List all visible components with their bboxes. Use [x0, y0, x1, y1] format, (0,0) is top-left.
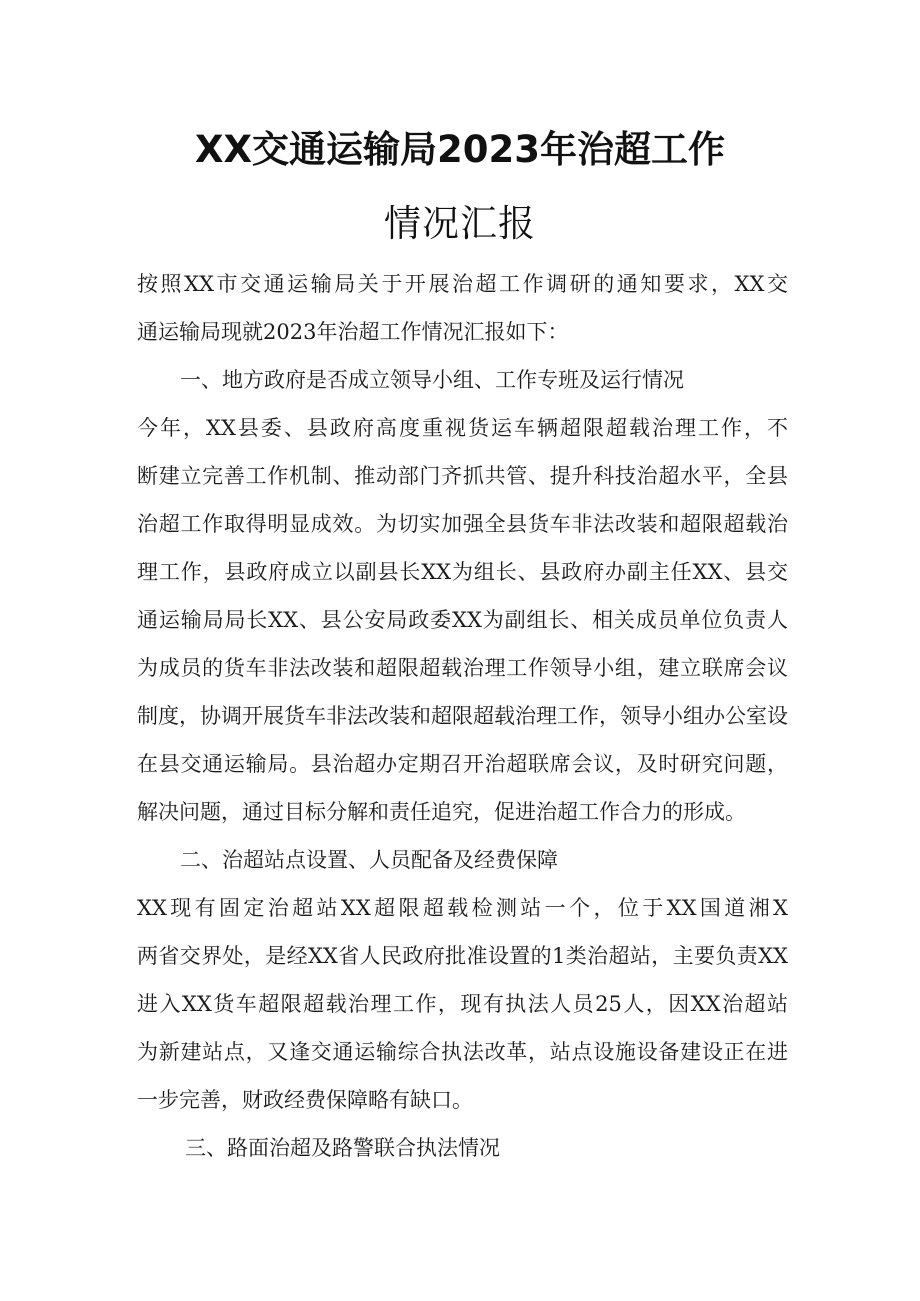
- section-1-line-6: 为成员的货车非法改装和超限超载治理工作领导小组，建立联席会议: [137, 656, 788, 680]
- section-1-line-5: 通运输局局长XX、县公安局政委XX为副组长、相关成员单位负责人: [137, 608, 788, 632]
- section-2-line-2: 两省交界处，是经XX省人民政府批准设置的1类治超站，主要负责XX: [137, 944, 788, 968]
- section-1-line-9: 解决问题，通过目标分解和责任追究，促进治超工作合力的形成。: [137, 800, 746, 824]
- section-2-line-1: XX现有固定治超站XX超限超载检测站一个，位于XX国道湘X: [137, 896, 788, 920]
- section-2-line-4: 为新建站点，又逢交通运输综合执法改革，站点设施设备建设正在进: [137, 1040, 788, 1064]
- document-title-line-1: XX交通运输局2023年治超工作: [194, 128, 726, 171]
- section-2-heading: 二、治超站点设置、人员配备及经费保障: [180, 848, 558, 872]
- section-1-line-8: 在县交通运输局。县治超办定期召开治超联席会议，及时研究问题，: [137, 752, 788, 776]
- section-2-line-5: 一步完善，财政经费保障略有缺口。: [137, 1088, 473, 1112]
- intro-line-2: 通运输局现就2023年治超工作情况汇报如下：: [137, 320, 569, 344]
- intro-line-1: 按照XX市交通运输局关于开展治超工作调研的通知要求，XX交: [137, 272, 788, 296]
- section-1-line-1: 今年，XX县委、县政府高度重视货运车辆超限超载治理工作，不: [137, 416, 788, 440]
- section-1-line-7: 制度，协调开展货车非法改装和超限超载治理工作，领导小组办公室设: [137, 704, 788, 728]
- document-title-line-2: 情况汇报: [384, 202, 536, 245]
- section-1-line-3: 治超工作取得明显成效。为切实加强全县货车非法改装和超限超载治: [137, 512, 788, 536]
- section-1-line-4: 理工作，县政府成立以副县长XX为组长、县政府办副主任XX、县交: [137, 560, 788, 584]
- section-3-heading: 三、路面治超及路警联合执法情况: [185, 1136, 500, 1160]
- section-2-line-3: 进入XX货车超限超载治理工作，现有执法人员25人，因XX治超站: [137, 992, 788, 1016]
- section-1-heading: 一、地方政府是否成立领导小组、工作专班及运行情况: [180, 368, 684, 392]
- section-1-line-2: 断建立完善工作机制、推动部门齐抓共管、提升科技治超水平，全县: [137, 464, 788, 488]
